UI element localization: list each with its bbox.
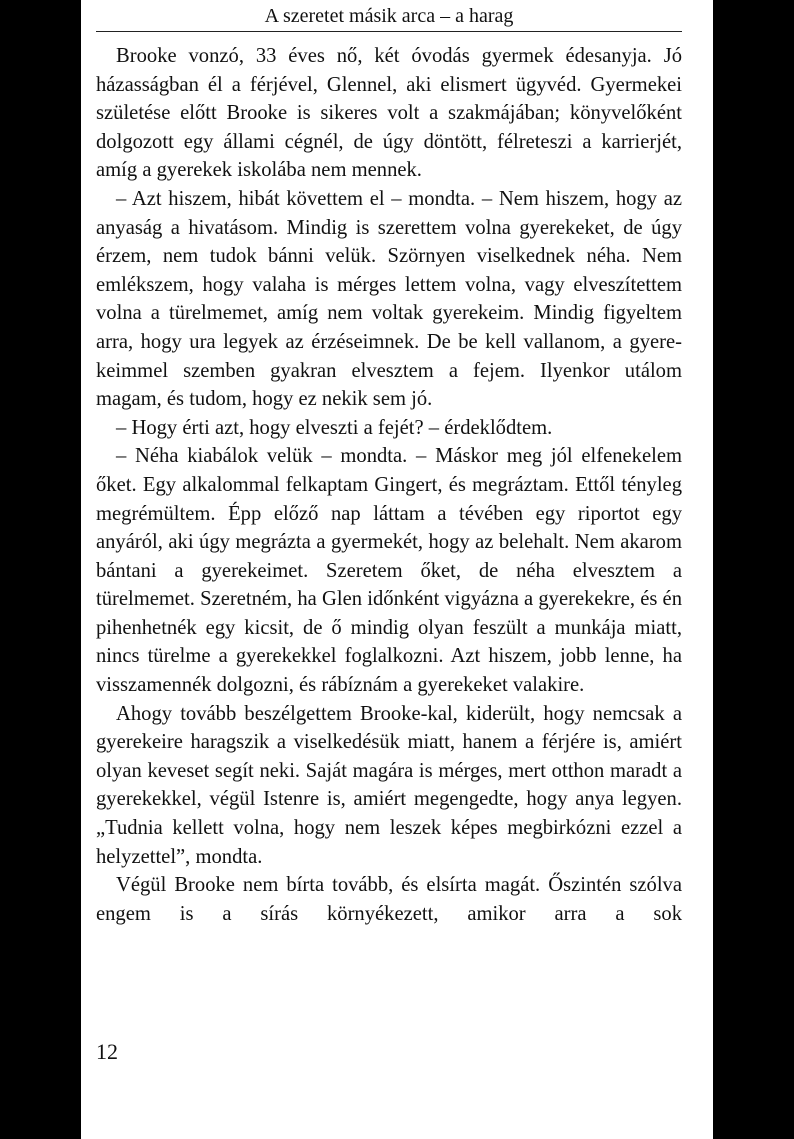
- body-text: [96, 42, 682, 928]
- paragraph: Brooke vonzó, 33 éves nő, két óvodás gyermek édesanyja. Jó házasságban él a férjével, Glennel, aki elismert ügyvéd. Gyermekei születése előtt Brooke is sikeres volt a szakmájában; könyvelőként dolgozott egy állami cégnél, de úgy döntött, félreteszi a karrierjét, amíg a gyerekek iskolába nem mennek.: [96, 45, 682, 182]
- header-rule: [96, 31, 682, 32]
- page-number: 12: [96, 1039, 118, 1064]
- paragraph: Végül Brooke nem bírta tovább, és elsírta magát. Őszintén szólva engem is a sírás környékezett, amikor arra a sok: [96, 874, 682, 925]
- paragraph: – Néha kiabálok velük – mondta. – Máskor meg jól elfenekelem őket. Egy alkalommal felkaptam Gingert, és megráztam. Ettől tényleg megrémültem. Épp előző nap láttam a tévében egy riportot egy anyáról, aki úgy megrázta a gyermekét, hogy az belehalt. Nem akarom bántani a gyerekeimet. Szeretem őket, de néha elvesztem a türelmemet. Szeretném, ha Glen időnként vigyázna a gyerekekre, és én pihenhetnék egy kicsit, de ő mindig olyan feszült a munkája miatt, nincs türelme a gyerekekkel foglalkozni. Azt hiszem, jobb lenne, ha visszamennék dolgozni, és rábíznám a gyerekeket valakire.: [96, 445, 682, 697]
- paragraph: – Hogy érti azt, hogy elveszti a fejét? – érdeklődtem.: [116, 416, 553, 439]
- paragraph: Ahogy tovább beszélgettem Brooke-kal, kiderült, hogy nemcsak a gyerekeire haragszik a viselkedésük miatt, hanem a férjére is, amiért olyan keveset segít neki. Saját magára is mérges, mert otthon maradt a gyerekekkel, végül Istenre is, amiért megengedte, hogy anya legyen. „Tudnia kellett volna, hogy nem leszek képes megbirkózni ezzel a helyzettel”, mondta.: [96, 702, 682, 868]
- paragraph: – Azt hiszem, hibát követtem el – mondta. – Nem hiszem, hogy az anyaság a hivatásom. Mindig is szerettem volna gyerekeket, de úgy érzem, nem tudok bánni velük. Szörnyen viselkednek néha. Nem emlékszem, hogy valaha is mérges lettem volna, vagy elveszítettem volna a türelmemet, amíg nem voltak gyerekeim. Mindig figyeltem arra, hogy ura legyek az érzéseimnek. De be kell vallanom, a gyerekeimmel szemben gyakran elvesztem a fejem. Ilyenkor utálom magam, és tudom, hogy ez nekik sem jó.: [96, 187, 682, 411]
- running-head-title: A szeretet másik arca – a harag: [264, 5, 514, 27]
